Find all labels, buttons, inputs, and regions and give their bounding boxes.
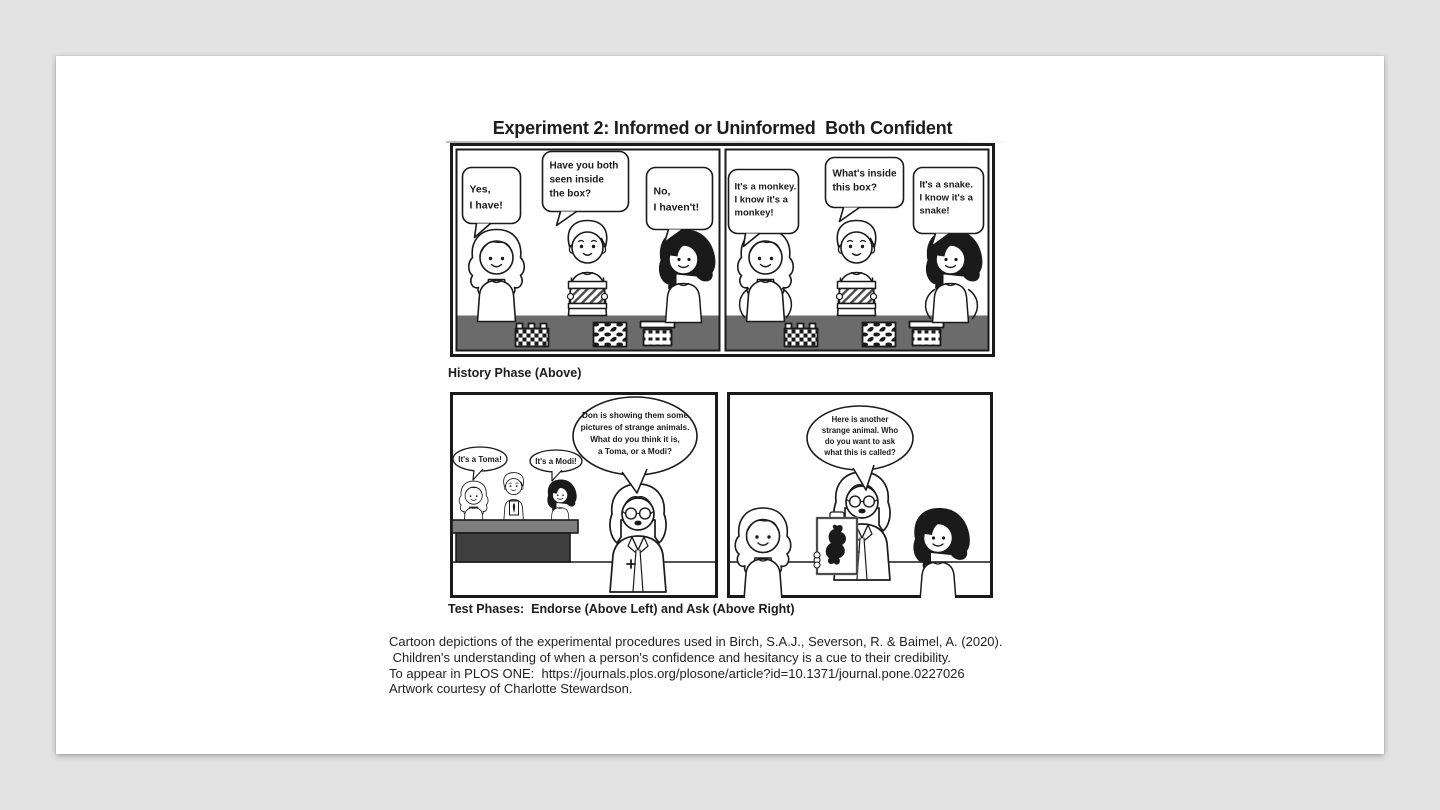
basket-checker-icon (516, 324, 549, 347)
bubble-line: What's inside (832, 168, 897, 180)
bubble-line: Don is showing them some (582, 411, 688, 420)
bubble-line: seen inside (549, 174, 604, 186)
history-left-panel (458, 152, 719, 350)
bubble-line: It's a Toma! (458, 455, 502, 464)
history-right-panel (727, 158, 988, 350)
hatched-box-prop (837, 278, 877, 309)
bubble-line: It's a snake. (919, 179, 973, 191)
slide (56, 56, 1384, 754)
credit-line: Cartoon depictions of the experimental procedures used in Birch, S.A.J., Severson, R. & Baimel, A. (2020). (389, 634, 1003, 649)
experimenter-character (610, 484, 666, 592)
bubble-line: this box? (832, 182, 877, 194)
basket-camo-icon (863, 323, 896, 347)
bubble-line: a Toma, or a Modi? (598, 447, 672, 456)
bubble-line: do you want to ask (824, 437, 896, 446)
credit-line: Children's understanding of when a person's confidence and hesitancy is a cue to their credibility. (389, 649, 951, 665)
bubble-line: Yes, (469, 183, 491, 196)
ask-panel-comic (727, 392, 993, 598)
bubble-line: I know it's a (919, 192, 973, 204)
bubble-line: monkey! (734, 207, 774, 219)
bubble-line: What do you think it is, (590, 435, 680, 444)
bubble-line: It's a Modi! (535, 457, 577, 466)
bubble-line: Here is another (831, 415, 889, 424)
bubble-line: snake! (919, 205, 950, 217)
bubble-line: No, (653, 185, 671, 198)
basket-camo-icon (594, 323, 627, 347)
history-phase-comic (450, 143, 995, 357)
endorse-panel-comic (450, 392, 718, 598)
hatched-box-prop (568, 278, 608, 309)
history-phase-label: History Phase (Above) (448, 366, 582, 380)
bubble-line: Have you both (549, 160, 619, 172)
test-phase-label: Test Phases: Endorse (Above Left) and Ask (Above Right) (448, 602, 795, 616)
bubble-line: pictures of strange animals. (580, 423, 690, 432)
bubble-line: what this is called? (824, 448, 896, 457)
figure-title: Experiment 2: Informed or Uninformed Both Confident (492, 118, 953, 138)
credit-line: To appear in PLOS ONE: https://journals.plos.org/plosone/article?id=10.1371/journal.pone.0227026 (389, 665, 965, 681)
bubble-line: the box? (549, 188, 592, 200)
basket-grid-icon (641, 322, 675, 346)
clipboard-prop (814, 512, 857, 574)
desk (452, 520, 578, 562)
bubble-line: I haven't! (653, 201, 700, 214)
figure-credit-caption (389, 634, 1129, 697)
picture-card-prop (510, 501, 519, 515)
basket-grid-icon (910, 322, 944, 346)
bubble-line: strange animal. Who (821, 426, 899, 435)
credit-line: Artwork courtesy of Charlotte Stewardson. (389, 681, 633, 697)
bubble-line: I have! (469, 199, 503, 212)
bubble-line: It's a monkey. (734, 181, 797, 193)
basket-checker-icon (785, 324, 818, 347)
bubble-line: I know it's a (734, 194, 788, 206)
